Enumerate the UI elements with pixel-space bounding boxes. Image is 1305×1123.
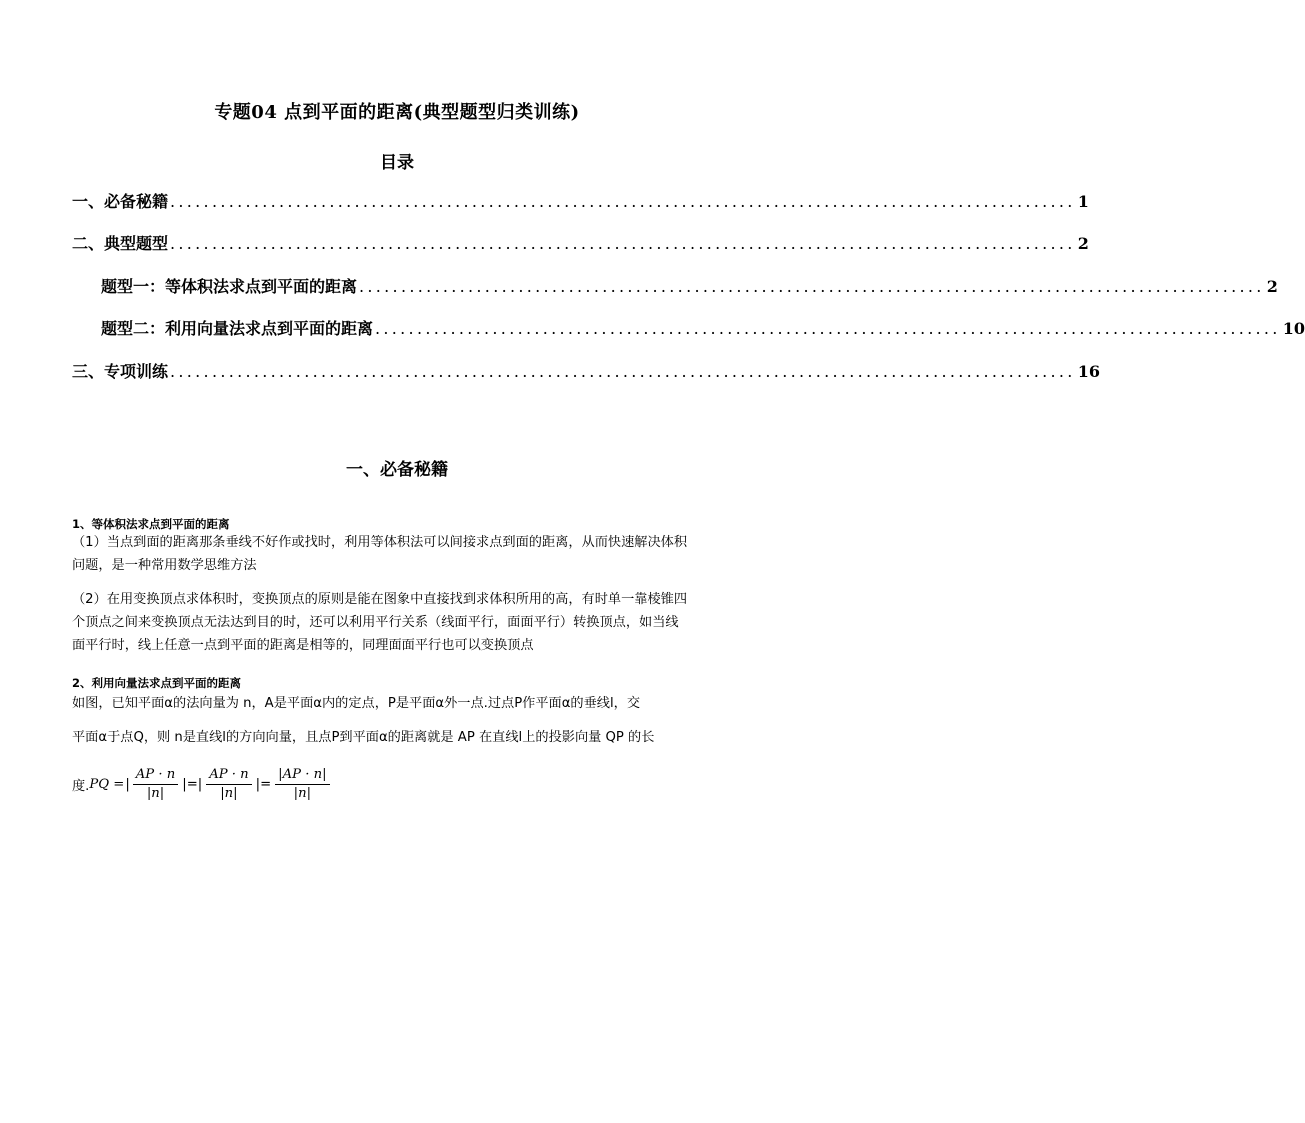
toc-item-page: 1: [1077, 192, 1089, 211]
toc-heading: 目录: [380, 153, 414, 173]
subsection-heading-1: 1、等体积法求点到平面的距离: [72, 517, 230, 531]
distance-formula: [72, 762, 332, 806]
toc-item-label: 二、典型题型: [72, 234, 169, 253]
toc-leader: ............................................................................................................: [170, 234, 1076, 253]
equals-sign: |=: [255, 776, 272, 792]
toc-item-4[interactable]: [101, 318, 1305, 340]
toc-item-3[interactable]: [101, 276, 1278, 298]
toc-item-page: 10: [1282, 319, 1305, 338]
toc-leader: ............................................................................................................: [170, 192, 1076, 211]
paragraph-line: （1）当点到面的距离那条垂线不好作或找时，利用等体积法可以间接求点到面的距离，从而快速解决体积: [72, 535, 688, 550]
toc-leader: ............................................................................................................: [359, 277, 1265, 296]
fraction-numerator: AP · n: [133, 766, 178, 785]
formula-fraction-1: [133, 766, 178, 803]
toc-item-label: 题型一：等体积法求点到平面的距离: [101, 277, 358, 296]
toc-item-label: 三、专项训练: [72, 362, 169, 381]
subsection-heading-2: 2、利用向量法求点到平面的距离: [72, 676, 241, 690]
paragraph-line: 面平行时，线上任意一点到平面的距离是相等的，同理面面平行也可以变换顶点: [72, 638, 534, 653]
formula-prefix: 度.: [72, 778, 90, 794]
formula-fraction-2: [206, 766, 251, 803]
fraction-numerator: |AP · n|: [275, 766, 329, 785]
equals-sign: |=|: [182, 776, 203, 792]
toc-item-page: 2: [1266, 277, 1278, 296]
toc-item-2[interactable]: [72, 233, 1089, 255]
paragraph-line: 如图，已知平面α的法向量为 n，A是平面α内的定点，P是平面α外一点.过点P作平面α的垂线l，交: [72, 696, 641, 711]
toc-leader: ............................................................................................................: [170, 362, 1076, 381]
toc-item-page: 2: [1077, 234, 1089, 253]
toc-leader: ............................................................................................................: [375, 319, 1281, 338]
toc-item-5[interactable]: [72, 361, 1100, 383]
fraction-denominator: |n|: [146, 785, 165, 801]
paragraph-line: 个顶点之间来变换顶点无法达到目的时，还可以利用平行关系（线面平行，面面平行）转换顶点，如当线: [72, 615, 679, 630]
fraction-numerator: AP · n: [206, 766, 251, 785]
abs-bar-icon: |: [125, 776, 130, 792]
paragraph-1: [72, 531, 724, 577]
toc-item-1[interactable]: [72, 191, 1089, 213]
toc-item-label: 一、必备秘籍: [72, 192, 169, 211]
formula-fraction-3: [275, 766, 329, 803]
paragraph-3: [72, 692, 724, 749]
toc-item-page: 16: [1077, 362, 1100, 381]
page-title: 专题04 点到平面的距离(典型题型归类训练): [214, 102, 580, 123]
fraction-denominator: |n|: [220, 785, 238, 801]
formula-lhs: PQ =: [89, 776, 125, 792]
paragraph-line: 平面α于点Q，则 n是直线l的方向向量，且点P到平面α的距离就是 AP 在直线l上的投影向量 QP 的长: [72, 730, 655, 745]
section-title: 一、必备秘籍: [346, 460, 448, 480]
paragraph-2: [72, 588, 724, 657]
toc-item-label: 题型二：利用向量法求点到平面的距离: [101, 319, 374, 338]
fraction-denominator: |n|: [293, 785, 312, 801]
paragraph-line: （2）在用变换顶点求体积时，变换顶点的原则是能在图象中直接找到求体积所用的高，有时单一靠棱锥四: [72, 592, 688, 607]
paragraph-line: 问题，是一种常用数学思维方法: [72, 558, 257, 573]
